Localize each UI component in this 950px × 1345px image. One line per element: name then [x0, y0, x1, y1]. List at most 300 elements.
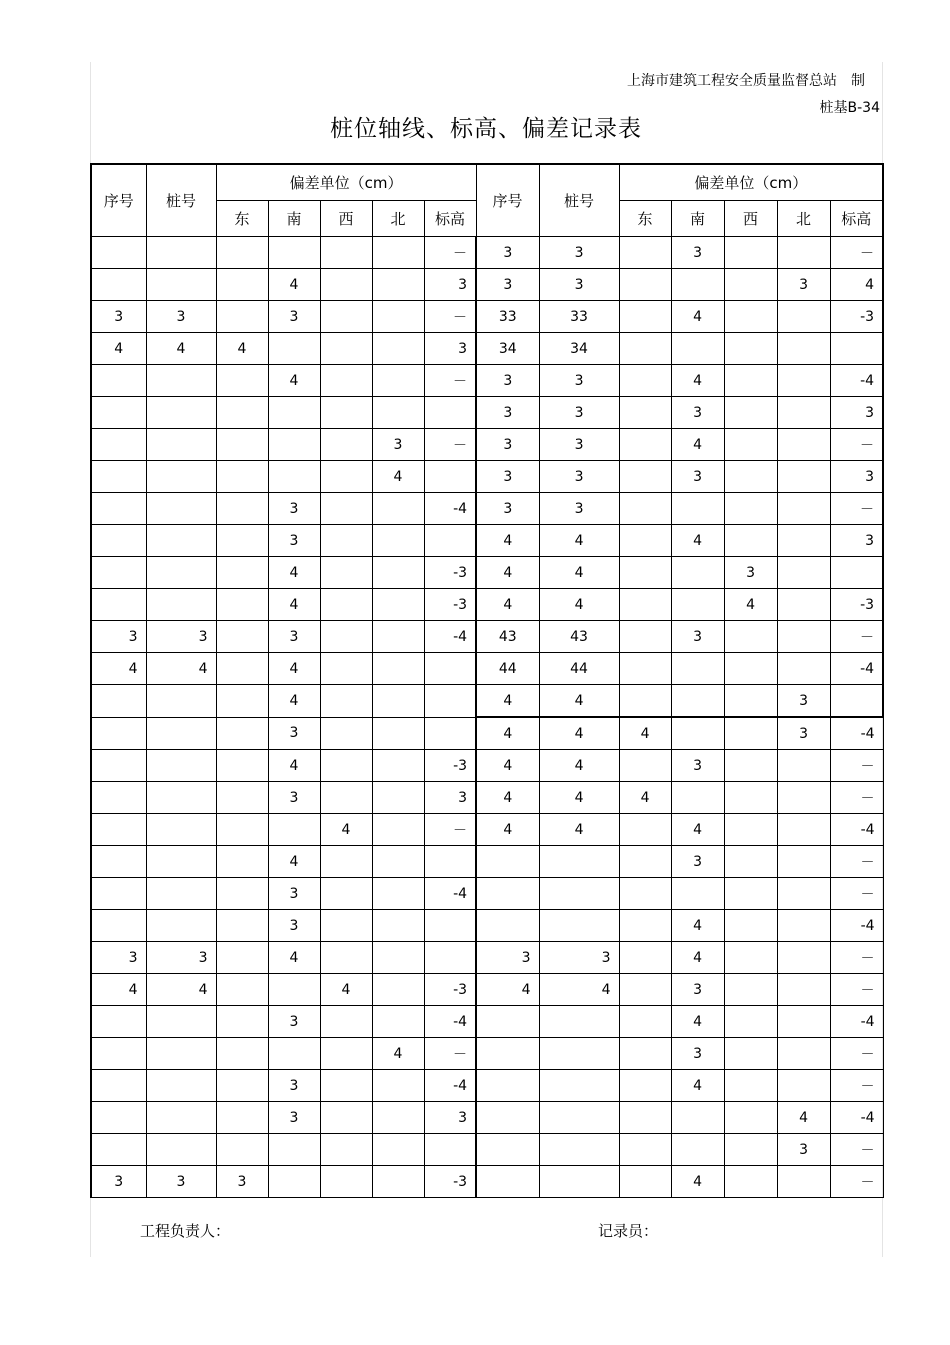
table-row: [91, 1102, 883, 1134]
cell-east: [216, 1134, 268, 1166]
cell-pile: [146, 782, 216, 814]
cell-east: [216, 493, 268, 525]
cell-north: [372, 846, 424, 878]
cell-elevation: －: [424, 1038, 476, 1070]
cell-north: [372, 1006, 424, 1038]
cell-south: 4: [268, 942, 320, 974]
cell-elevation: 3: [424, 1102, 476, 1134]
table-row: [91, 878, 883, 910]
cell-east: [216, 910, 268, 942]
cell-west-right: [724, 1038, 777, 1070]
cell-elevation: [424, 942, 476, 974]
cell-east: 3: [216, 1166, 268, 1198]
cell-seq: [91, 717, 146, 750]
cell-east-right: [619, 461, 671, 493]
issuing-organization: 上海市建筑工程安全质量监督总站 制: [627, 73, 865, 89]
cell-west-right: [724, 878, 777, 910]
table-row: [91, 1166, 883, 1198]
cell-west-right: [724, 621, 777, 653]
cell-pile-right: [539, 1134, 619, 1166]
cell-west-right: 4: [724, 589, 777, 621]
project-lead-label: 工程负责人：: [140, 1222, 231, 1240]
cell-seq: 3: [91, 942, 146, 974]
cell-east: [216, 750, 268, 782]
cell-elevation: -4: [424, 493, 476, 525]
cell-seq: 4: [91, 653, 146, 685]
cell-north: [372, 942, 424, 974]
cell-north-right: [777, 653, 830, 685]
cell-west: [320, 397, 372, 429]
table-row: [91, 269, 883, 301]
cell-pile-right: 3: [539, 942, 619, 974]
cell-elevation-right: －: [830, 1070, 883, 1102]
cell-east-right: [619, 1102, 671, 1134]
cell-south: [268, 814, 320, 846]
cell-seq: 4: [91, 974, 146, 1006]
cell-south-right: [671, 782, 724, 814]
cell-west-right: [724, 782, 777, 814]
cell-elevation: -4: [424, 1006, 476, 1038]
table-row: [91, 910, 883, 942]
cell-east: [216, 782, 268, 814]
cell-south: [268, 429, 320, 461]
cell-north: [372, 1134, 424, 1166]
col-header-east: 东: [216, 201, 268, 237]
cell-west-right: [724, 493, 777, 525]
cell-west: [320, 1102, 372, 1134]
cell-west: [320, 685, 372, 718]
cell-west-right: [724, 397, 777, 429]
cell-seq: [91, 878, 146, 910]
cell-south: 4: [268, 846, 320, 878]
col-header-elevation-right: 标高: [830, 201, 883, 237]
cell-east: [216, 557, 268, 589]
cell-north: [372, 685, 424, 718]
cell-elevation: -3: [424, 589, 476, 621]
cell-north-right: [777, 910, 830, 942]
cell-seq: [91, 1102, 146, 1134]
cell-south: 3: [268, 1006, 320, 1038]
table-row: [91, 461, 883, 493]
cell-south: 3: [268, 1102, 320, 1134]
cell-east: [216, 269, 268, 301]
cell-south-right: [671, 557, 724, 589]
cell-seq: [91, 846, 146, 878]
cell-elevation-right: －: [830, 237, 883, 269]
cell-south-right: 4: [671, 942, 724, 974]
cell-east: [216, 846, 268, 878]
cell-seq-right: [476, 878, 539, 910]
cell-south-right: 4: [671, 1006, 724, 1038]
cell-pile: 4: [146, 653, 216, 685]
table-row: [91, 782, 883, 814]
cell-pile: [146, 589, 216, 621]
cell-north-right: 3: [777, 717, 830, 750]
cell-west: [320, 333, 372, 365]
cell-seq-right: [476, 1166, 539, 1198]
cell-south-right: 3: [671, 846, 724, 878]
table-row: [91, 814, 883, 846]
cell-east-right: [619, 942, 671, 974]
cell-elevation-right: [830, 557, 883, 589]
cell-elevation-right: －: [830, 493, 883, 525]
cell-pile: [146, 557, 216, 589]
col-header-south: 南: [268, 201, 320, 237]
cell-west: [320, 942, 372, 974]
cell-elevation-right: －: [830, 846, 883, 878]
cell-east: [216, 974, 268, 1006]
cell-pile-right: 4: [539, 750, 619, 782]
cell-south-right: [671, 878, 724, 910]
cell-seq: [91, 429, 146, 461]
cell-south-right: [671, 1134, 724, 1166]
cell-pile: [146, 525, 216, 557]
cell-seq: 3: [91, 301, 146, 333]
cell-seq-right: 3: [476, 365, 539, 397]
cell-seq-right: [476, 1070, 539, 1102]
cell-north-right: [777, 237, 830, 269]
cell-south: [268, 397, 320, 429]
cell-north: [372, 301, 424, 333]
table-row: [91, 1070, 883, 1102]
cell-west-right: [724, 685, 777, 718]
cell-north-right: [777, 942, 830, 974]
cell-elevation: [424, 685, 476, 718]
cell-east-right: [619, 1038, 671, 1070]
cell-pile-right: 3: [539, 237, 619, 269]
cell-east-right: [619, 1070, 671, 1102]
cell-north: [372, 1166, 424, 1198]
col-header-pile-right: 桩号: [539, 164, 619, 237]
cell-east: [216, 525, 268, 557]
cell-north: [372, 974, 424, 1006]
cell-seq-right: 33: [476, 301, 539, 333]
cell-south-right: [671, 333, 724, 365]
table-row: [91, 621, 883, 653]
cell-south: 3: [268, 717, 320, 750]
cell-west: [320, 525, 372, 557]
cell-east-right: [619, 621, 671, 653]
cell-elevation: 3: [424, 782, 476, 814]
cell-north: [372, 878, 424, 910]
cell-pile: [146, 1070, 216, 1102]
cell-pile-right: 33: [539, 301, 619, 333]
cell-south-right: 4: [671, 525, 724, 557]
cell-pile: 4: [146, 333, 216, 365]
cell-elevation-right: [830, 685, 883, 718]
cell-seq: [91, 269, 146, 301]
cell-north: [372, 589, 424, 621]
cell-north-right: [777, 1070, 830, 1102]
table-row: [91, 653, 883, 685]
cell-seq-right: [476, 1006, 539, 1038]
cell-west-right: [724, 814, 777, 846]
cell-elevation: －: [424, 301, 476, 333]
cell-seq-right: 3: [476, 493, 539, 525]
cell-south-right: 4: [671, 429, 724, 461]
cell-elevation-right: －: [830, 429, 883, 461]
cell-seq: [91, 1134, 146, 1166]
cell-south-right: 4: [671, 814, 724, 846]
table-row: [91, 397, 883, 429]
cell-south-right: 4: [671, 365, 724, 397]
cell-seq: [91, 814, 146, 846]
cell-north: [372, 397, 424, 429]
cell-west: [320, 301, 372, 333]
cell-pile-right: 4: [539, 782, 619, 814]
cell-west: [320, 1006, 372, 1038]
cell-north-right: [777, 878, 830, 910]
cell-west-right: [724, 653, 777, 685]
cell-seq-right: 4: [476, 750, 539, 782]
cell-west-right: [724, 525, 777, 557]
cell-east: [216, 878, 268, 910]
cell-east: [216, 429, 268, 461]
cell-east-right: 4: [619, 782, 671, 814]
cell-south: [268, 1038, 320, 1070]
cell-elevation: [424, 461, 476, 493]
cell-pile: [146, 269, 216, 301]
cell-pile-right: 34: [539, 333, 619, 365]
table-row: [91, 846, 883, 878]
cell-elevation: [424, 397, 476, 429]
cell-north-right: [777, 333, 830, 365]
cell-pile: [146, 365, 216, 397]
table-row: [91, 429, 883, 461]
cell-seq: [91, 782, 146, 814]
cell-pile-right: [539, 1070, 619, 1102]
cell-west: [320, 589, 372, 621]
cell-north-right: [777, 429, 830, 461]
cell-south-right: 3: [671, 1038, 724, 1070]
cell-pile-right: 3: [539, 397, 619, 429]
cell-pile: [146, 493, 216, 525]
table-row: [91, 237, 883, 269]
cell-south-right: [671, 653, 724, 685]
cell-east: [216, 589, 268, 621]
cell-south: 4: [268, 589, 320, 621]
cell-north-right: [777, 814, 830, 846]
cell-pile: [146, 910, 216, 942]
cell-north: [372, 365, 424, 397]
cell-pile: [146, 814, 216, 846]
cell-south-right: 3: [671, 974, 724, 1006]
cell-seq-right: [476, 846, 539, 878]
page-title: 桩位轴线、标高、偏差记录表: [330, 116, 642, 142]
cell-elevation-right: -3: [830, 301, 883, 333]
cell-seq-right: 44: [476, 653, 539, 685]
table-row: [91, 1038, 883, 1070]
cell-elevation: [424, 910, 476, 942]
cell-south-right: [671, 717, 724, 750]
cell-south-right: [671, 493, 724, 525]
cell-north: [372, 717, 424, 750]
cell-south-right: 4: [671, 910, 724, 942]
cell-pile-right: [539, 1166, 619, 1198]
table-row: [91, 493, 883, 525]
cell-west: [320, 846, 372, 878]
cell-north-right: [777, 397, 830, 429]
cell-seq-right: 4: [476, 717, 539, 750]
cell-elevation: -3: [424, 750, 476, 782]
cell-north-right: [777, 846, 830, 878]
cell-seq-right: 3: [476, 397, 539, 429]
cell-east-right: [619, 814, 671, 846]
cell-north-right: 3: [777, 269, 830, 301]
cell-west: [320, 878, 372, 910]
cell-seq-right: 4: [476, 525, 539, 557]
cell-east: [216, 717, 268, 750]
cell-south: [268, 461, 320, 493]
table-row: [91, 333, 883, 365]
cell-pile: [146, 461, 216, 493]
cell-east: [216, 1038, 268, 1070]
cell-east: [216, 814, 268, 846]
col-header-north-right: 北: [777, 201, 830, 237]
cell-elevation-right: 4: [830, 269, 883, 301]
col-header-east-right: 东: [619, 201, 671, 237]
cell-west: [320, 365, 372, 397]
cell-south: [268, 237, 320, 269]
cell-elevation: －: [424, 429, 476, 461]
cell-east-right: [619, 397, 671, 429]
cell-pile-right: [539, 910, 619, 942]
cell-north-right: [777, 782, 830, 814]
cell-elevation: -3: [424, 974, 476, 1006]
cell-seq: [91, 365, 146, 397]
cell-south: 4: [268, 653, 320, 685]
cell-south-right: 3: [671, 621, 724, 653]
cell-south: 3: [268, 910, 320, 942]
cell-elevation: -3: [424, 557, 476, 589]
cell-pile-right: 4: [539, 717, 619, 750]
cell-pile: 4: [146, 974, 216, 1006]
cell-elevation-right: -4: [830, 653, 883, 685]
cell-elevation-right: -4: [830, 717, 883, 750]
table-row: [91, 685, 883, 718]
cell-north-right: [777, 750, 830, 782]
cell-seq: [91, 461, 146, 493]
cell-west: [320, 493, 372, 525]
cell-seq: [91, 493, 146, 525]
cell-east: [216, 1102, 268, 1134]
cell-north-right: 3: [777, 1134, 830, 1166]
cell-elevation-right: -3: [830, 589, 883, 621]
cell-west: [320, 910, 372, 942]
cell-south: 3: [268, 525, 320, 557]
cell-north-right: [777, 301, 830, 333]
cell-elevation-right: －: [830, 1038, 883, 1070]
cell-seq-right: 3: [476, 237, 539, 269]
cell-east-right: [619, 878, 671, 910]
cell-north-right: [777, 493, 830, 525]
cell-north-right: [777, 621, 830, 653]
cell-pile-right: 44: [539, 653, 619, 685]
cell-pile-right: [539, 1006, 619, 1038]
col-header-seq: 序号: [91, 164, 146, 237]
cell-west: [320, 653, 372, 685]
cell-west: [320, 269, 372, 301]
cell-north-right: [777, 525, 830, 557]
cell-elevation-right: －: [830, 782, 883, 814]
cell-east: [216, 1070, 268, 1102]
cell-north: [372, 750, 424, 782]
cell-south-right: [671, 1102, 724, 1134]
cell-west: [320, 1070, 372, 1102]
cell-elevation-right: -4: [830, 910, 883, 942]
form-code: 桩基B-34: [819, 100, 880, 116]
cell-seq-right: [476, 1134, 539, 1166]
cell-seq: 3: [91, 1166, 146, 1198]
cell-north: [372, 814, 424, 846]
cell-west: [320, 750, 372, 782]
cell-south: 3: [268, 301, 320, 333]
cell-pile: 3: [146, 621, 216, 653]
col-header-elevation: 标高: [424, 201, 476, 237]
cell-north-right: [777, 365, 830, 397]
cell-west: [320, 1134, 372, 1166]
cell-north: [372, 1102, 424, 1134]
cell-east-right: [619, 1006, 671, 1038]
col-header-west: 西: [320, 201, 372, 237]
cell-seq-right: 4: [476, 782, 539, 814]
cell-north-right: [777, 974, 830, 1006]
cell-south: 3: [268, 493, 320, 525]
cell-pile: [146, 717, 216, 750]
table-row: [91, 974, 883, 1006]
cell-elevation: -4: [424, 621, 476, 653]
cell-seq: [91, 910, 146, 942]
cell-pile-right: 4: [539, 557, 619, 589]
cell-north: [372, 1070, 424, 1102]
cell-pile: [146, 685, 216, 718]
cell-north-right: 3: [777, 685, 830, 718]
cell-south-right: 3: [671, 750, 724, 782]
cell-seq: [91, 1038, 146, 1070]
cell-elevation-right: －: [830, 1134, 883, 1166]
cell-elevation-right: －: [830, 750, 883, 782]
cell-west: 4: [320, 974, 372, 1006]
cell-elevation: 3: [424, 333, 476, 365]
cell-pile: 3: [146, 942, 216, 974]
cell-south: 3: [268, 878, 320, 910]
cell-east-right: [619, 269, 671, 301]
cell-elevation: [424, 1134, 476, 1166]
col-header-south-right: 南: [671, 201, 724, 237]
cell-pile-right: 43: [539, 621, 619, 653]
cell-elevation-right: -4: [830, 814, 883, 846]
cell-east: [216, 1006, 268, 1038]
cell-west: [320, 782, 372, 814]
col-header-pile: 桩号: [146, 164, 216, 237]
cell-seq-right: [476, 910, 539, 942]
cell-seq-right: 3: [476, 429, 539, 461]
cell-seq-right: 4: [476, 685, 539, 718]
cell-west-right: [724, 974, 777, 1006]
table-row: [91, 1006, 883, 1038]
cell-elevation-right: [830, 333, 883, 365]
cell-seq-right: 3: [476, 461, 539, 493]
cell-elevation: －: [424, 814, 476, 846]
cell-east: [216, 942, 268, 974]
cell-seq: [91, 397, 146, 429]
cell-elevation: －: [424, 365, 476, 397]
recorder-label: 记录员：: [598, 1222, 659, 1240]
cell-north-right: [777, 1166, 830, 1198]
cell-seq: [91, 557, 146, 589]
cell-pile-right: [539, 1038, 619, 1070]
cell-pile-right: 3: [539, 493, 619, 525]
